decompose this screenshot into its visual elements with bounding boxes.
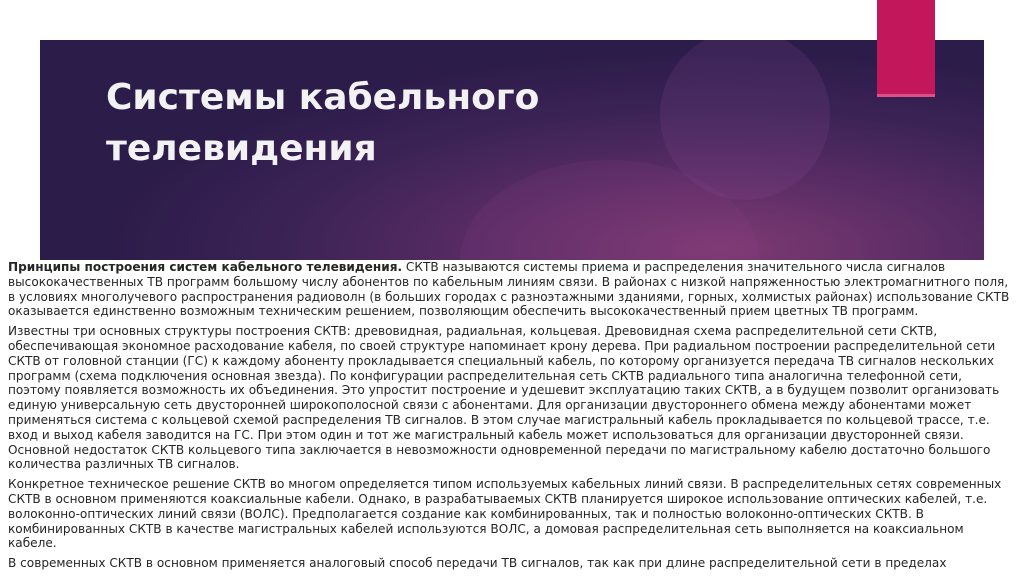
paragraph-lead: Принципы построения систем кабельного телевидения. xyxy=(8,260,403,274)
paragraph-structures: Известны три основных структуры построения СКТВ: древовидная, радиальная, кольцевая. Древовидная схема распределительной сети СКТВ, обеспечивающая экономное расходование кабеля, по своей структуре напоминает крону дерева. При радиальном построении распределительной сети СКТВ от головной станции (ГС) к каждому абоненту прокладывается специальный кабель, по которому организуется передача ТВ сигналов нескольких программ (схема подключения основная звезда). По конфигурации распределительная сеть СКТВ радиального типа аналогична телефонной сети, поэтому появляется возможность их объединения. Это упростит построение и удешевит эксплуатацию таких СКТВ, а в будущем позволит организовать единую универсальную сеть двусторонней широкополосной связи с абонентами. Для организации двустороннего обмена между абонентами может применяться система с кольцевой схемой распределения ТВ сигналов. В этом случае магистральный кабель прокладывается по кольцевой трассе, т.е. вход и выход кабеля заводится на ГС. При этом один и тот же магистральный кабель может использоваться для организации двусторонней связи. Основной недостаток СКТВ кольцевого типа заключается в невозможности одновременной передачи по магистральному кабелю достаточно большого количества различных ТВ сигналов. xyxy=(8,324,1000,472)
paragraph-analog-transmission: В современных СКТВ в основном применяется аналоговый способ передачи ТВ сигналов, так как при длине распределительной сети в пределах xyxy=(8,556,947,571)
slide-title: Системы кабельного телевидения xyxy=(106,77,540,169)
accent-bar xyxy=(877,0,935,97)
slide-body xyxy=(8,260,1014,576)
paragraph-text: СКТВ называются системы приема и распределения значительного числа сигналов высококачественных ТВ программ большому числу абонентов по кабельным линиям связи. В районах с низкой напряженностью электромагнитного поля, в условиях многолучевого распространения радиоволн (в больших городах с разноэтажными зданиями, горных, холмистых районах) использование СКТВ оказывается единственно возможным техническим решением, позволяющим обеспечить высококачественный прием цветных ТВ программ. xyxy=(8,260,1010,319)
paragraph-cable-types: Конкретное техническое решение СКТВ во многом определяется типом используемых кабельных линий связи. В распределительных сетях современных СКТВ в основном применяются коаксиальные кабели. Однако, в разрабатываемых СКТВ планируется широкое использование оптических кабелей, т.е. волоконно-оптических линий связи (ВОЛС). Предполагается создание как комбинированных, так и полностью волоконно-оптических СКТВ. В комбинированных СКТВ в качестве магистральных кабелей используются ВОЛС, а домовая распределительная сеть выполняется на коаксиальном кабеле. xyxy=(8,477,1002,551)
paragraph-principles xyxy=(8,260,1014,319)
